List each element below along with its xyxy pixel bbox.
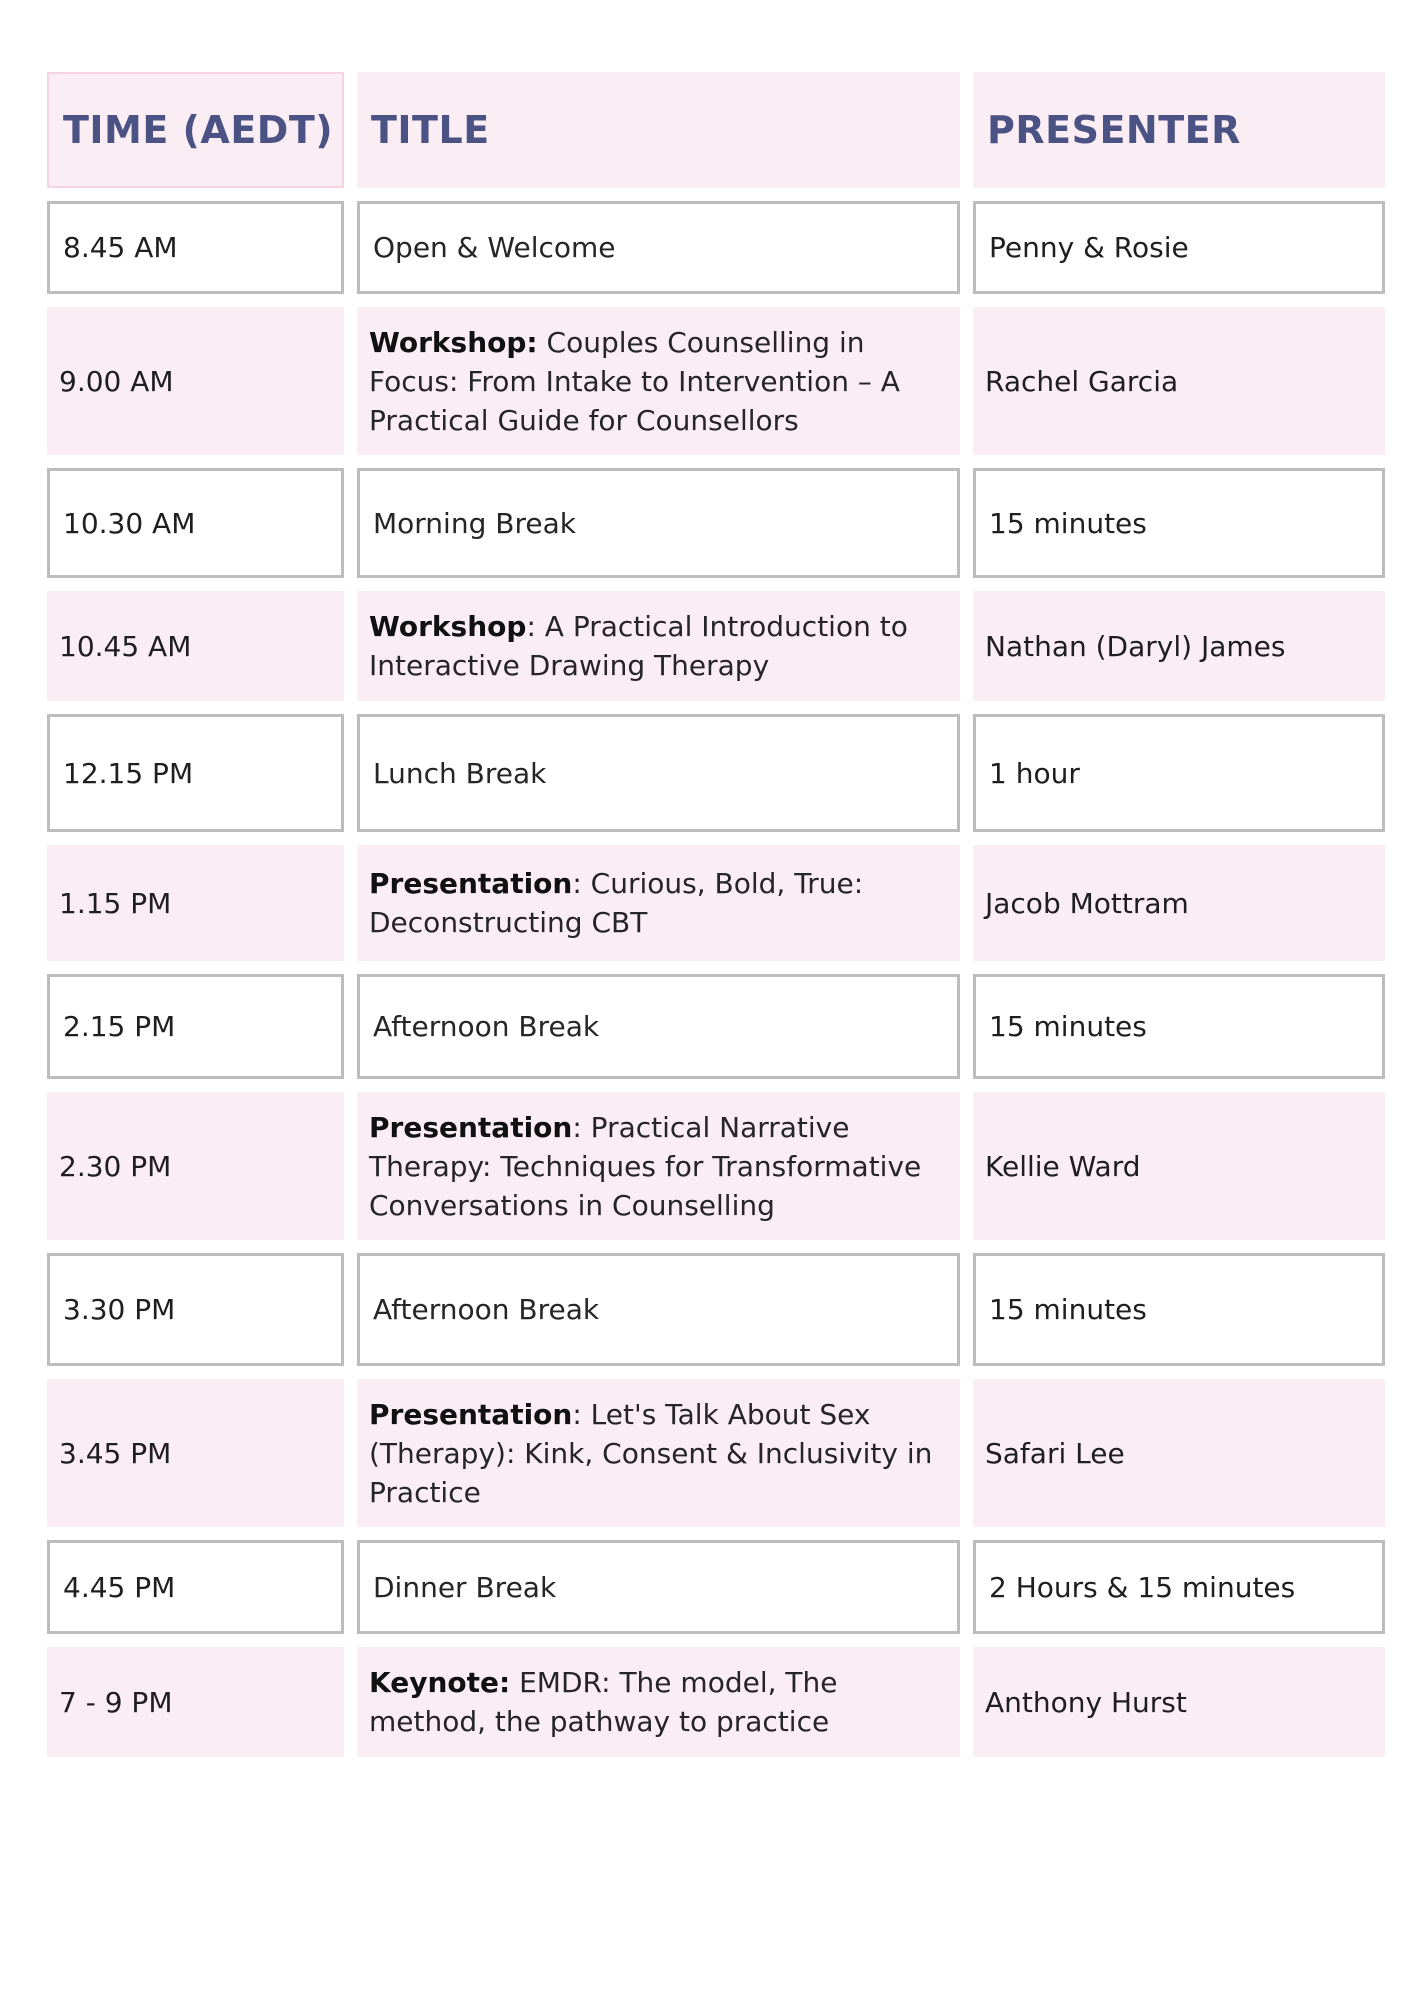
session-title: Morning Break <box>373 506 576 540</box>
session-title: Open & Welcome <box>373 231 616 264</box>
session-title: : Practical Narrative Therapy: Techniques for Transformative Conversations in Counselling <box>369 1110 922 1222</box>
table-row <box>47 974 1385 1079</box>
row-time: 10.30 AM <box>47 468 344 578</box>
row-presenter: Anthony Hurst <box>973 1647 1385 1757</box>
row-title <box>357 1379 960 1527</box>
schedule-table <box>47 72 1385 1770</box>
row-presenter: Kellie Ward <box>973 1092 1385 1240</box>
header-time: TIME (AEDT) <box>47 72 344 188</box>
table-row <box>47 307 1385 455</box>
session-type-label: Workshop: <box>369 325 538 359</box>
table-row <box>47 1253 1385 1366</box>
table-row <box>47 714 1385 832</box>
table-row <box>47 845 1385 961</box>
row-title <box>357 1540 960 1634</box>
row-title <box>357 468 960 578</box>
session-title: Afternoon Break <box>373 1010 600 1043</box>
table-row <box>47 1647 1385 1757</box>
row-title <box>357 1253 960 1366</box>
row-time: 2.15 PM <box>47 974 344 1079</box>
table-row <box>47 1540 1385 1634</box>
row-title <box>357 1092 960 1240</box>
session-title: EMDR: The model, The method, the pathway to practice <box>369 1666 838 1738</box>
row-time: 2.30 PM <box>47 1092 344 1240</box>
session-type-label: Keynote: <box>369 1666 511 1699</box>
session-type-label: Presentation <box>369 867 573 900</box>
session-title: : Curious, Bold, True: Deconstructing CBT <box>369 867 864 939</box>
table-row <box>47 1092 1385 1240</box>
row-presenter: Nathan (Daryl) James <box>973 591 1385 701</box>
table-row <box>47 468 1385 578</box>
row-time: 9.00 AM <box>47 307 344 455</box>
header-presenter: PRESENTER <box>973 72 1385 188</box>
row-title <box>357 591 960 701</box>
row-time: 4.45 PM <box>47 1540 344 1634</box>
row-presenter: 2 Hours & 15 minutes <box>973 1540 1385 1634</box>
row-time: 10.45 AM <box>47 591 344 701</box>
session-type-label: Presentation <box>369 1110 573 1144</box>
session-title: Lunch Break <box>373 756 547 790</box>
row-time: 8.45 AM <box>47 201 344 294</box>
row-time: 3.30 PM <box>47 1253 344 1366</box>
row-presenter: Jacob Mottram <box>973 845 1385 961</box>
row-title <box>357 307 960 455</box>
table-row <box>47 591 1385 701</box>
session-type-label: Workshop <box>369 610 527 643</box>
session-title: Dinner Break <box>373 1570 557 1604</box>
row-presenter: 15 minutes <box>973 974 1385 1079</box>
row-title <box>357 714 960 832</box>
table-row <box>47 1379 1385 1527</box>
row-presenter: Rachel Garcia <box>973 307 1385 455</box>
row-presenter: 15 minutes <box>973 468 1385 578</box>
row-time: 1.15 PM <box>47 845 344 961</box>
row-time: 7 - 9 PM <box>47 1647 344 1757</box>
row-title <box>357 1647 960 1757</box>
row-title <box>357 845 960 961</box>
row-presenter: 15 minutes <box>973 1253 1385 1366</box>
session-title: : Let's Talk About Sex (Therapy): Kink, Consent & Inclusivity in Practice <box>369 1397 933 1509</box>
row-time: 3.45 PM <box>47 1379 344 1527</box>
session-title: Afternoon Break <box>373 1293 600 1326</box>
row-presenter: Penny & Rosie <box>973 201 1385 294</box>
row-presenter: 1 hour <box>973 714 1385 832</box>
session-type-label: Presentation <box>369 1397 573 1431</box>
row-title <box>357 974 960 1079</box>
header-title: TITLE <box>357 72 960 188</box>
table-row <box>47 201 1385 294</box>
session-title: Couples Counselling in Focus: From Intake to Intervention – A Practical Guide for Counsellors <box>369 325 900 437</box>
session-title: : A Practical Introduction to Interactive Drawing Therapy <box>369 610 908 682</box>
row-title <box>357 201 960 294</box>
row-time: 12.15 PM <box>47 714 344 832</box>
row-presenter: Safari Lee <box>973 1379 1385 1527</box>
table-header <box>47 72 1385 188</box>
